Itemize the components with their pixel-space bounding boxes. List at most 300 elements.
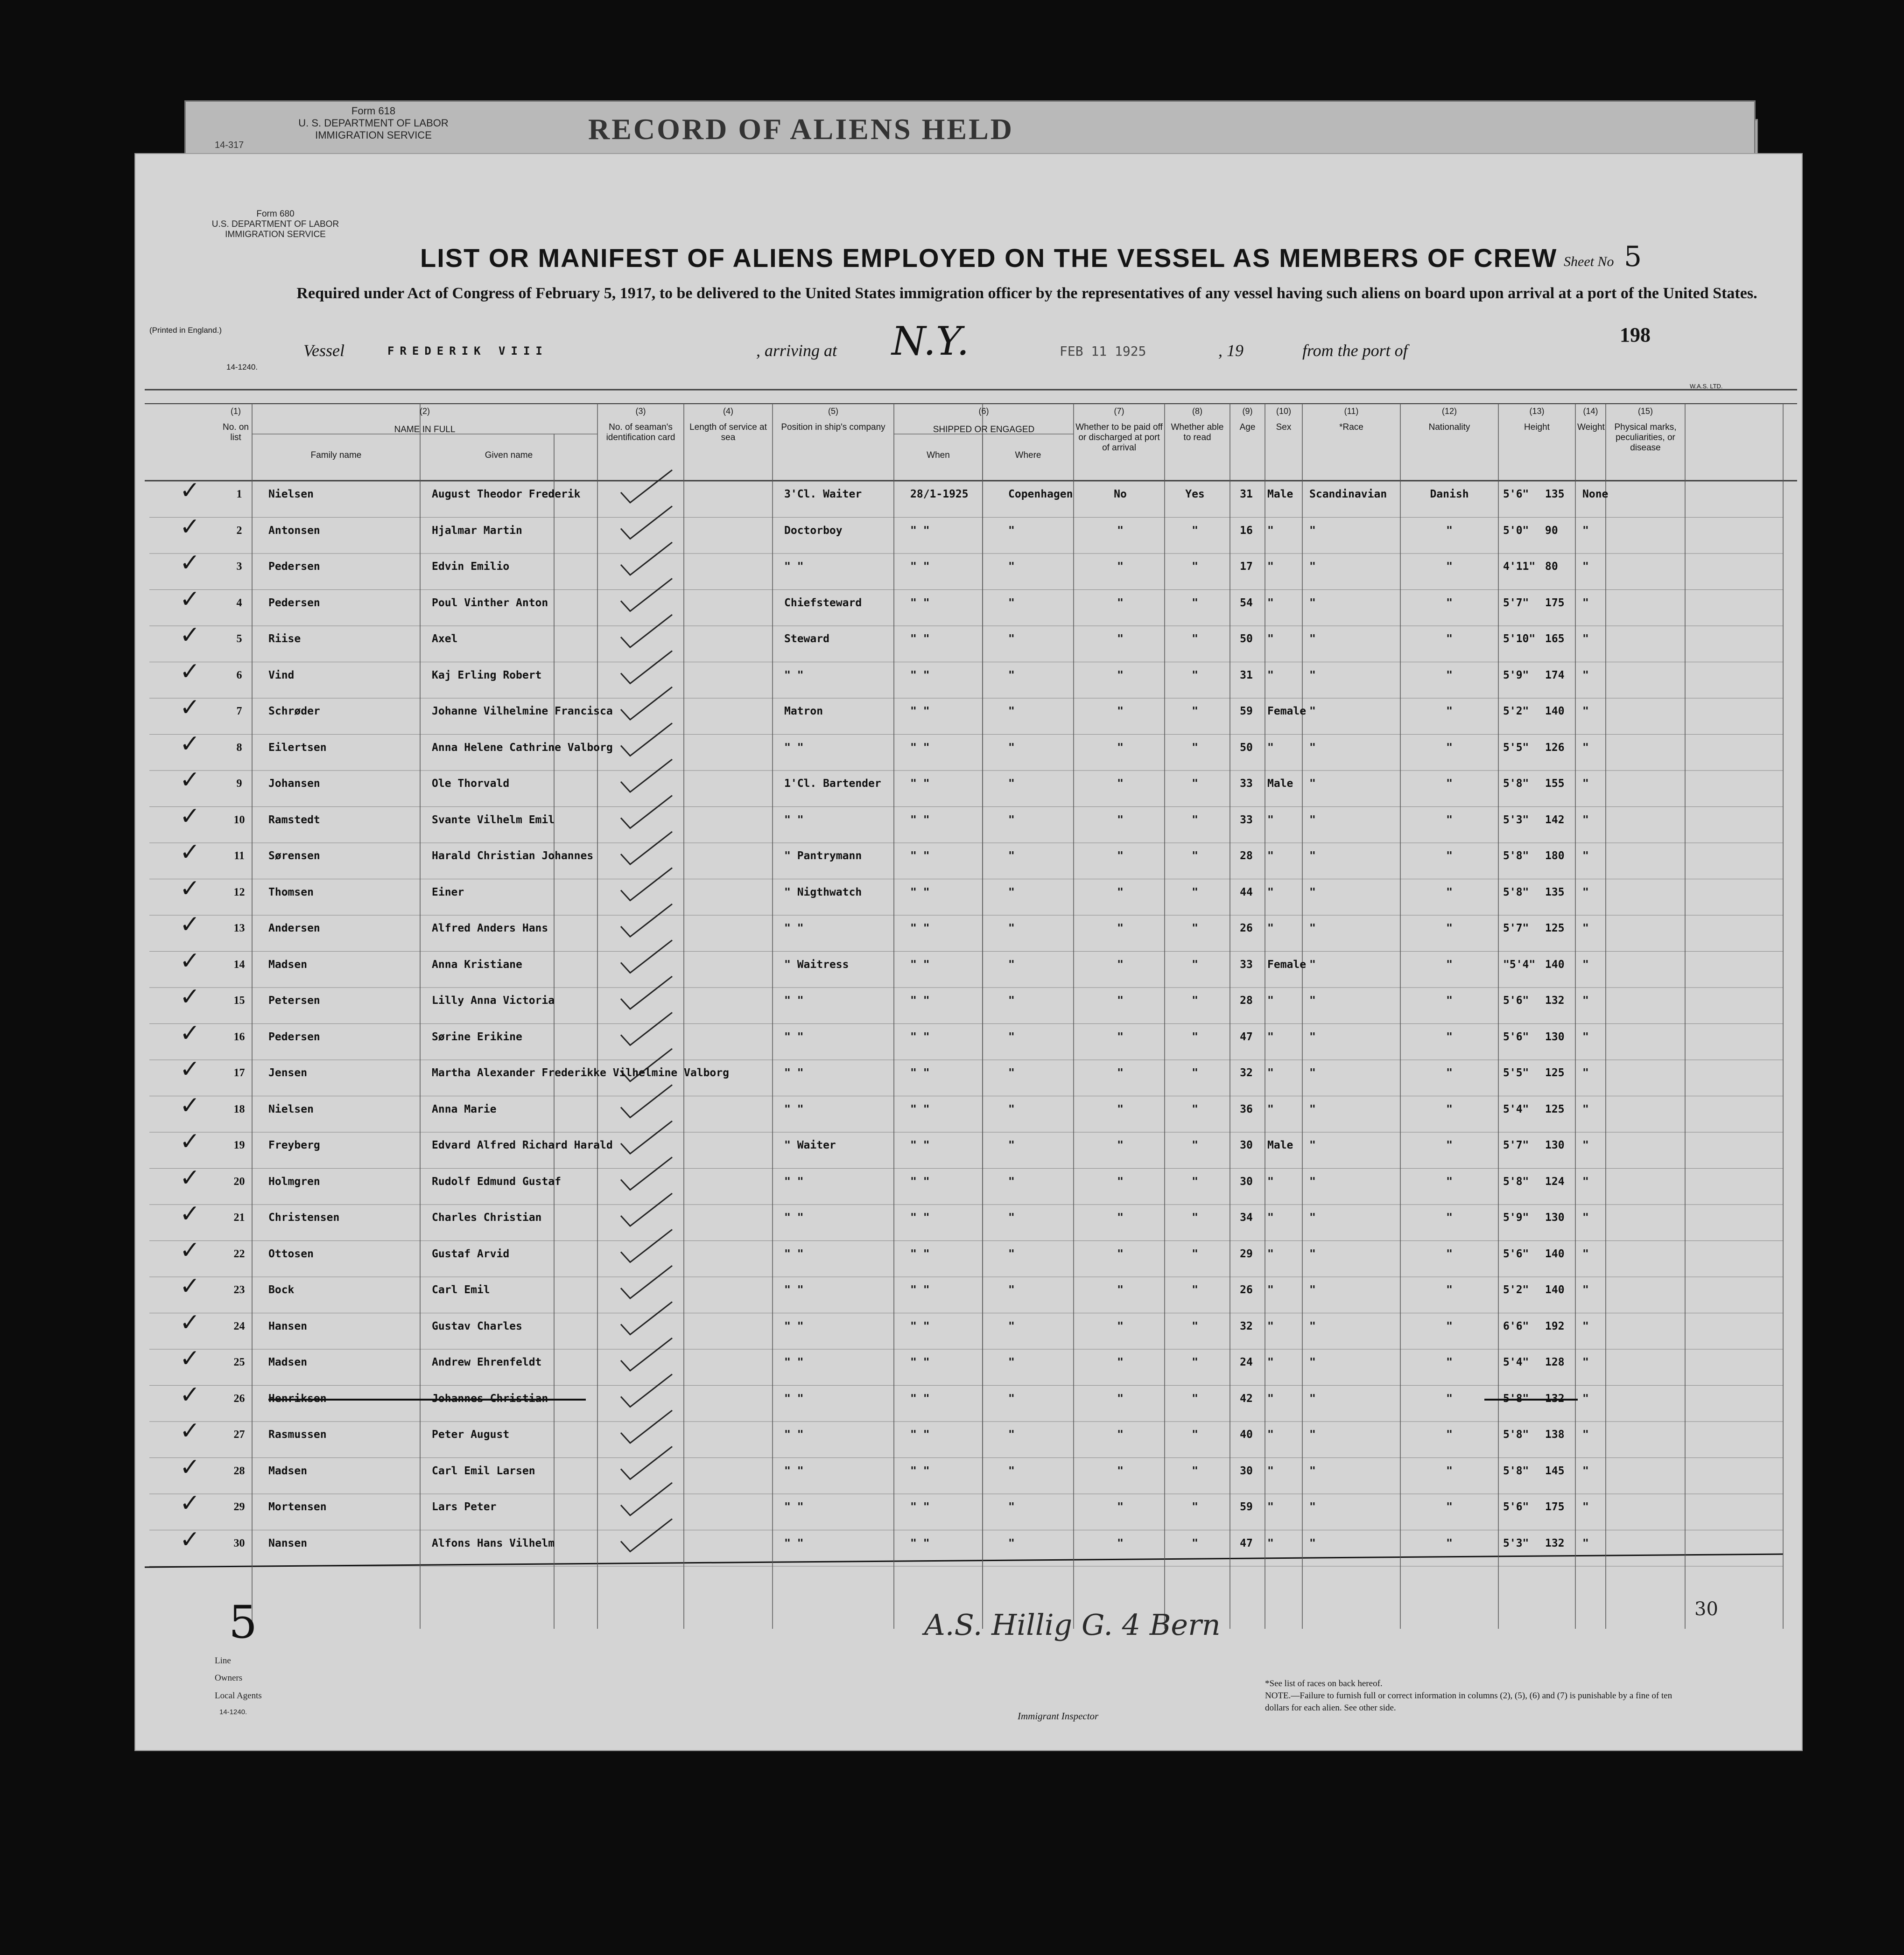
cell-weight: 125: [1545, 1103, 1565, 1115]
cell-when: " ": [910, 741, 930, 754]
check-mark-icon: ✓: [180, 1308, 200, 1337]
cell-position: " ": [784, 561, 804, 573]
cell-nationality: ": [1446, 633, 1453, 645]
cell-where: Copenhagen: [1008, 488, 1073, 500]
cell-position: " ": [784, 1392, 804, 1405]
cell-marks: ": [1582, 705, 1589, 717]
cell-family: Christensen: [268, 1212, 340, 1224]
cell-nationality: ": [1446, 1067, 1453, 1079]
cell-family: Petersen: [268, 995, 320, 1007]
cell-no: 24: [233, 1320, 245, 1332]
cell-position: " ": [784, 1537, 804, 1549]
cell-weight: 135: [1545, 488, 1565, 500]
cell-family: Rasmussen: [268, 1429, 327, 1441]
cell-when: " ": [910, 1464, 930, 1477]
cell-paid: ": [1117, 1247, 1124, 1260]
cell-age: 26: [1240, 922, 1253, 934]
cell-age: 29: [1240, 1247, 1253, 1260]
cell-read: ": [1192, 1175, 1198, 1188]
cell-age: 33: [1240, 958, 1253, 971]
cell-where: ": [1008, 922, 1015, 934]
cell-weight: 155: [1545, 778, 1565, 790]
cell-nationality: ": [1446, 886, 1453, 898]
column-label-15: Physical marks, peculiarities, or disease: [1614, 422, 1677, 453]
cell-read: ": [1192, 886, 1198, 898]
cell-height: 5'3": [1503, 1537, 1529, 1549]
cell-race: ": [1309, 1284, 1316, 1296]
cell-position: 1'Cl. Bartender: [784, 778, 881, 790]
cell-position: " ": [784, 813, 804, 826]
cell-family: Schrøder: [268, 705, 320, 717]
cell-family: Ottosen: [268, 1247, 314, 1260]
cell-when: " ": [910, 524, 930, 537]
cell-sex: ": [1267, 524, 1274, 537]
cell-given: Axel: [432, 633, 458, 645]
cell-race: ": [1309, 524, 1316, 537]
cell-age: 36: [1240, 1103, 1253, 1115]
cell-nationality: ": [1446, 778, 1453, 790]
cell-when: " ": [910, 995, 930, 1007]
cell-given: Gustav Charles: [432, 1320, 522, 1332]
cell-height: 5'4": [1503, 1103, 1529, 1115]
cell-age: 34: [1240, 1212, 1253, 1224]
cell-sex: Female: [1267, 705, 1307, 717]
cell-when: " ": [910, 778, 930, 790]
cell-when: " ": [910, 1175, 930, 1188]
cell-given: Anna Marie: [432, 1103, 497, 1115]
year-label: , 19: [1218, 341, 1244, 360]
column-label-4: Length of service at sea: [689, 422, 767, 442]
cell-paid: ": [1117, 633, 1124, 645]
cell-height: 5'8": [1503, 1429, 1529, 1441]
service-check-mark: [621, 651, 672, 684]
page-number: 198: [1620, 323, 1651, 346]
cell-weight: 140: [1545, 1284, 1565, 1296]
cell-where: ": [1008, 705, 1015, 717]
cell-read: ": [1192, 633, 1198, 645]
cell-where: ": [1008, 561, 1015, 573]
cell-race: ": [1309, 1429, 1316, 1441]
cell-age: 59: [1240, 1501, 1253, 1513]
column-label-13: Height: [1524, 422, 1550, 432]
cell-position: " ": [784, 1212, 804, 1224]
cell-family: Nielsen: [268, 1103, 314, 1115]
cell-age: 59: [1240, 705, 1253, 717]
cell-sex: ": [1267, 1284, 1274, 1296]
cell-read: ": [1192, 1392, 1198, 1405]
column-label-5: Position in ship's company: [781, 422, 885, 432]
cell-weight: 140: [1545, 1247, 1565, 1260]
column-label-6: SHIPPED OR ENGAGED: [933, 425, 1035, 434]
cell-paid: ": [1117, 1067, 1124, 1079]
cell-paid: No: [1114, 488, 1127, 500]
cell-marks: ": [1582, 1429, 1589, 1441]
cell-race: Scandinavian: [1309, 488, 1387, 500]
cell-position: " Pantrymann: [784, 850, 862, 862]
cell-read: ": [1192, 1139, 1198, 1151]
cell-height: 5'4": [1503, 1356, 1529, 1368]
service-check-mark: [621, 868, 672, 901]
cell-position: " Waitress: [784, 958, 849, 971]
cell-given: Kaj Erling Robert: [432, 669, 542, 681]
cell-when: " ": [910, 1537, 930, 1549]
cell-nationality: ": [1446, 850, 1453, 862]
column-label-7: Whether to be paid off or discharged at port of arrival: [1075, 422, 1163, 453]
cell-sex: ": [1267, 1464, 1274, 1477]
cell-marks: ": [1582, 1175, 1589, 1188]
arriving-port: N.Y.: [892, 318, 970, 364]
cell-where: ": [1008, 1501, 1015, 1513]
cell-paid: ": [1117, 813, 1124, 826]
form-code: 14-1240.: [226, 363, 258, 371]
cell-sex: ": [1267, 813, 1274, 826]
cell-family: Johansen: [268, 778, 320, 790]
cell-no: 26: [233, 1392, 245, 1405]
cell-family: Sørensen: [268, 850, 320, 862]
cell-sex: ": [1267, 850, 1274, 862]
cell-paid: ": [1117, 596, 1124, 609]
cell-weight: 130: [1545, 1030, 1565, 1043]
check-mark-icon: ✓: [180, 1489, 200, 1517]
cell-position: Matron: [784, 705, 823, 717]
check-mark-icon: ✓: [180, 911, 200, 939]
cell-position: " ": [784, 669, 804, 681]
cell-marks: ": [1582, 524, 1589, 537]
cell-position: " ": [784, 741, 804, 754]
cell-where: ": [1008, 1464, 1015, 1477]
cell-position: " ": [784, 1067, 804, 1079]
check-mark-icon: ✓: [180, 1453, 200, 1481]
column-number-9: (9): [1242, 406, 1253, 416]
cell-sex: ": [1267, 922, 1274, 934]
cell-race: ": [1309, 1030, 1316, 1043]
cell-when: 28/1-1925: [910, 488, 969, 500]
cell-read: ": [1192, 596, 1198, 609]
cell-marks: ": [1582, 1320, 1589, 1332]
cell-given: Hjalmar Martin: [432, 524, 522, 537]
service-check-mark: [621, 687, 672, 720]
cell-nationality: ": [1446, 1139, 1453, 1151]
cell-weight: 80: [1545, 561, 1558, 573]
cell-nationality: ": [1446, 1103, 1453, 1115]
cell-given: Ole Thorvald: [432, 778, 510, 790]
cell-no: 13: [233, 922, 245, 934]
service-check-mark: [621, 1230, 672, 1262]
cell-family: Antonsen: [268, 524, 320, 537]
cell-sex: Female: [1267, 958, 1307, 971]
cell-race: ": [1309, 995, 1316, 1007]
underlying-service: IMMIGRATION SERVICE: [315, 129, 432, 141]
cell-age: 44: [1240, 886, 1253, 898]
cell-weight: 128: [1545, 1356, 1565, 1368]
cell-given: Lars Peter: [432, 1501, 497, 1513]
cell-when: " ": [910, 669, 930, 681]
cell-nationality: ": [1446, 741, 1453, 754]
cell-read: ": [1192, 1464, 1198, 1477]
cell-no: 27: [233, 1429, 245, 1441]
cell-position: " Nigthwatch: [784, 886, 862, 898]
sheet-number-label: Sheet No: [1564, 254, 1614, 269]
cell-no: 29: [233, 1501, 245, 1513]
service-check-mark: [621, 470, 672, 503]
cell-no: 8: [236, 741, 242, 754]
cell-family: Thomsen: [268, 886, 314, 898]
cell-position: " ": [784, 922, 804, 934]
column-label-9: Age: [1239, 422, 1256, 432]
cell-where: ": [1008, 1103, 1015, 1115]
cell-weight: 192: [1545, 1320, 1565, 1332]
cell-sex: ": [1267, 1356, 1274, 1368]
cell-age: 30: [1240, 1175, 1253, 1188]
arrival-date-stamp: FEB 11 1925: [1060, 343, 1146, 359]
cell-no: 4: [236, 596, 242, 609]
cell-height: "5'4": [1503, 958, 1536, 971]
cell-family: Ramstedt: [268, 813, 320, 826]
cell-given: Gustaf Arvid: [432, 1247, 510, 1260]
service-check-mark: [621, 1483, 672, 1515]
cell-weight: 135: [1545, 886, 1565, 898]
cell-marks: ": [1582, 1537, 1589, 1549]
cell-weight: 180: [1545, 850, 1565, 862]
service-check-mark: [621, 1447, 672, 1479]
column-number-12: (12): [1441, 406, 1457, 416]
cell-given: Poul Vinther Anton: [432, 596, 548, 609]
cell-marks: ": [1582, 1464, 1589, 1477]
cell-paid: ": [1117, 922, 1124, 934]
cell-read: ": [1192, 1501, 1198, 1513]
cell-age: 31: [1240, 488, 1253, 500]
cell-race: ": [1309, 778, 1316, 790]
handwritten-total-left: 5: [229, 1596, 258, 1648]
cell-paid: ": [1117, 1030, 1124, 1043]
sheet-number-value: 5: [1623, 240, 1642, 273]
column-label-11: *Race: [1339, 422, 1363, 432]
cell-read: ": [1192, 958, 1198, 971]
cell-given: Svante Vilhelm Emil: [432, 813, 555, 826]
cell-when: " ": [910, 1030, 930, 1043]
cell-when: " ": [910, 561, 930, 573]
cell-read: ": [1192, 1429, 1198, 1441]
cell-marks: ": [1582, 850, 1589, 862]
cell-position: Doctorboy: [784, 524, 843, 537]
cell-sex: ": [1267, 1103, 1274, 1115]
cell-marks: ": [1582, 813, 1589, 826]
cell-age: 17: [1240, 561, 1253, 573]
cell-weight: 174: [1545, 669, 1565, 681]
cell-given: Anna Helene Cathrine Valborg: [432, 741, 613, 754]
cell-nationality: ": [1446, 1356, 1453, 1368]
cell-no: 12: [233, 886, 245, 898]
cell-sex: Male: [1267, 778, 1293, 790]
cell-family: Jensen: [268, 1067, 308, 1079]
underlying-code: 14-317: [215, 140, 244, 150]
cell-sex: ": [1267, 1247, 1274, 1260]
cell-height: 5'8": [1503, 1464, 1529, 1477]
check-mark-icon: ✓: [180, 1091, 200, 1120]
service-check-mark: [621, 579, 672, 611]
printer-code: W.A.S. LTD.: [1690, 383, 1723, 390]
cell-race: ": [1309, 669, 1316, 681]
cell-family: Madsen: [268, 1356, 308, 1368]
underlying-department: U. S. DEPARTMENT OF LABOR: [298, 117, 449, 129]
cell-sex: ": [1267, 596, 1274, 609]
service-check-mark: [621, 976, 672, 1009]
cell-paid: ": [1117, 778, 1124, 790]
cell-nationality: ": [1446, 669, 1453, 681]
column-number-8: (8): [1192, 406, 1202, 416]
cell-sex: ": [1267, 886, 1274, 898]
column-label-8: Whether able to read: [1171, 422, 1224, 442]
cell-age: 16: [1240, 524, 1253, 537]
cell-where: ": [1008, 886, 1015, 898]
column-number-15: (15): [1637, 406, 1653, 416]
cell-when: " ": [910, 1067, 930, 1079]
column-number-10: (10): [1276, 406, 1291, 416]
cell-family: Nansen: [268, 1537, 308, 1549]
service-check-mark: [621, 542, 672, 575]
cell-family: Pedersen: [268, 596, 320, 609]
cell-marks: ": [1582, 596, 1589, 609]
check-mark-icon: ✓: [180, 657, 200, 686]
cell-no: 14: [233, 958, 245, 971]
cell-read: ": [1192, 1247, 1198, 1260]
form-number: Form 680: [256, 209, 295, 219]
cell-no: 1: [236, 488, 242, 500]
cell-where: ": [1008, 1175, 1015, 1188]
cell-paid: ": [1117, 1356, 1124, 1368]
cell-marks: ": [1582, 1501, 1589, 1513]
cell-where: ": [1008, 1212, 1015, 1224]
cell-nationality: ": [1446, 561, 1453, 573]
cell-nationality: ": [1446, 1501, 1453, 1513]
cell-when: " ": [910, 886, 930, 898]
cell-read: ": [1192, 995, 1198, 1007]
cell-race: ": [1309, 922, 1316, 934]
arriving-label: , arriving at: [756, 341, 837, 360]
cell-height: 5'0": [1503, 524, 1529, 537]
cell-when: " ": [910, 1212, 930, 1224]
cell-where: ": [1008, 1067, 1015, 1079]
cell-weight: 90: [1545, 524, 1558, 537]
cell-paid: ": [1117, 741, 1124, 754]
cell-read: ": [1192, 1320, 1198, 1332]
from-port-label: from the port of: [1302, 341, 1408, 360]
cell-when: " ": [910, 1356, 930, 1368]
check-mark-icon: ✓: [180, 1380, 200, 1409]
cell-read: ": [1192, 922, 1198, 934]
check-mark-icon: ✓: [180, 802, 200, 830]
cell-height: 5'9": [1503, 669, 1529, 681]
cell-height: 5'7": [1503, 1139, 1529, 1151]
cell-position: 3'Cl. Waiter: [784, 488, 862, 500]
cell-weight: 175: [1545, 1501, 1565, 1513]
closing-rule: [145, 1554, 1783, 1567]
cell-paid: ": [1117, 1320, 1124, 1332]
cell-sex: ": [1267, 1501, 1274, 1513]
cell-no: 22: [233, 1247, 245, 1260]
cell-weight: 125: [1545, 1067, 1565, 1079]
cell-age: 32: [1240, 1067, 1253, 1079]
cell-given: Anna Kristiane: [432, 958, 522, 971]
cell-race: ": [1309, 886, 1316, 898]
cell-sex: Male: [1267, 488, 1293, 500]
cell-given: Alfons Hans Vilhelm: [432, 1537, 555, 1549]
cell-marks: ": [1582, 561, 1589, 573]
cell-family: Eilertsen: [268, 741, 327, 754]
cell-height: 5'3": [1503, 813, 1529, 826]
cell-family: Vind: [268, 669, 295, 681]
race-note: *See list of races on back hereof.: [1265, 1679, 1383, 1689]
cell-age: 47: [1240, 1537, 1253, 1549]
cell-no: 7: [236, 705, 242, 717]
cell-race: ": [1309, 1067, 1316, 1079]
cell-given: Alfred Anders Hans: [432, 922, 548, 934]
cell-read: ": [1192, 1067, 1198, 1079]
cell-height: 6'6": [1503, 1320, 1529, 1332]
service-check-mark: [621, 759, 672, 792]
service-check-mark: [621, 1410, 672, 1443]
cell-family: Madsen: [268, 958, 308, 971]
cell-marks: ": [1582, 886, 1589, 898]
cell-no: 6: [236, 669, 242, 681]
cell-where: ": [1008, 1284, 1015, 1296]
cell-height: 5'6": [1503, 1030, 1529, 1043]
cell-sex: ": [1267, 1212, 1274, 1224]
cell-race: ": [1309, 958, 1316, 971]
cell-no: 5: [236, 633, 242, 645]
cell-read: ": [1192, 741, 1198, 754]
cell-race: ": [1309, 705, 1316, 717]
cell-marks: ": [1582, 1067, 1589, 1079]
cell-given: Charles Christian: [432, 1212, 542, 1224]
cell-where: ": [1008, 1429, 1015, 1441]
cell-sex: ": [1267, 1392, 1274, 1405]
cell-sex: ": [1267, 1429, 1274, 1441]
cell-race: ": [1309, 561, 1316, 573]
cell-race: ": [1309, 741, 1316, 754]
cell-given: Carl Emil Larsen: [432, 1464, 535, 1477]
cell-nationality: ": [1446, 524, 1453, 537]
cell-height: 5'6": [1503, 1247, 1529, 1260]
cell-marks: ": [1582, 1356, 1589, 1368]
service: IMMIGRATION SERVICE: [225, 230, 326, 239]
cell-family: Pedersen: [268, 1030, 320, 1043]
column-number-14: (14): [1583, 406, 1598, 416]
cell-given: Sørine Erikine: [432, 1030, 522, 1043]
cell-position: " ": [784, 1030, 804, 1043]
cell-nationality: ": [1446, 1247, 1453, 1260]
cell-marks: ": [1582, 1030, 1589, 1043]
page-subtitle: Required under Act of Congress of February 5, 1917, to be delivered to the United States immigration officer by the representatives of any vessel having such aliens on board upon arrival at a port of the United States.: [296, 285, 1757, 302]
cell-weight: 145: [1545, 1464, 1565, 1477]
cell-position: " ": [784, 1464, 804, 1477]
cell-height: 5'8": [1503, 1175, 1529, 1188]
cell-where: ": [1008, 1392, 1015, 1405]
check-mark-icon: ✓: [180, 585, 200, 613]
cell-nationality: ": [1446, 995, 1453, 1007]
cell-height: 5'2": [1503, 705, 1529, 717]
footer-agents-label: Local Agents: [215, 1691, 262, 1701]
cell-read: ": [1192, 1284, 1198, 1296]
cell-family: Bock: [268, 1284, 295, 1296]
check-mark-icon: ✓: [180, 1163, 200, 1192]
cell-sex: ": [1267, 995, 1274, 1007]
cell-given: Lilly Anna Victoria: [432, 995, 555, 1007]
underlying-form-label: [243, 105, 504, 161]
cell-paid: ": [1117, 561, 1124, 573]
service-check-mark: [621, 1157, 672, 1190]
cell-weight: 140: [1545, 958, 1565, 971]
